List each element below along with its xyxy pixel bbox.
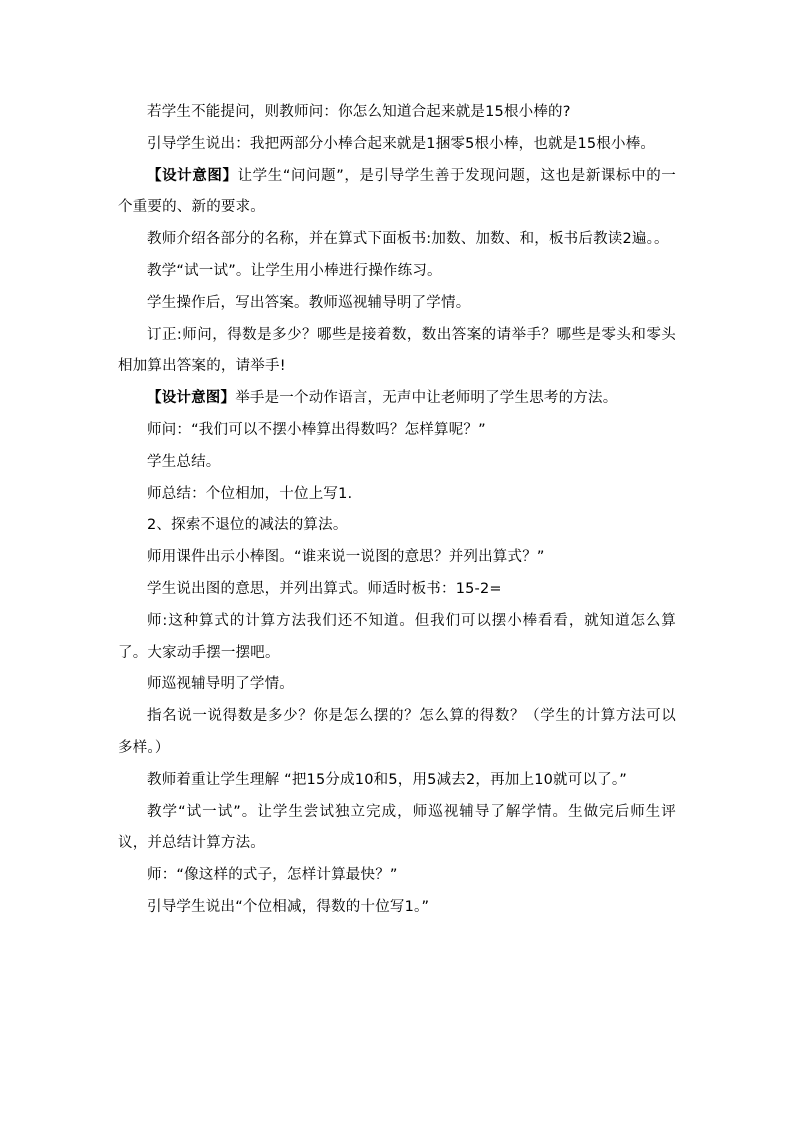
paragraph-text: 学生总结。 <box>147 453 221 470</box>
paragraph <box>118 797 676 861</box>
paragraph <box>118 606 676 670</box>
paragraph <box>118 479 676 511</box>
paragraph <box>118 256 676 288</box>
paragraph-text: 教师着重让学生理解 “把15分成10和5，用5减去2，再加上10就可以了。” <box>147 771 628 788</box>
paragraph-text: 师用课件出示小棒图。“谁来说一说图的意思？并列出算式？” <box>147 549 545 566</box>
paragraph <box>118 224 676 256</box>
paragraph-text: 订正:师问，得数是多少？哪些是接着数，数出答案的请举手？哪些是零头和零头相加算出答案的，请举手! <box>118 326 676 375</box>
paragraph-text: 若学生不能提问，则教师问：你怎么知道合起来就是15根小棒的? <box>147 104 571 120</box>
paragraph-text: 师:这种算式的计算方法我们还不知道。但我们可以摆小棒看看，就知道怎么算了。大家动手摆一摆吧。 <box>118 612 676 661</box>
paragraph-text: 学生操作后，写出答案。教师巡视辅导明了学情。 <box>147 294 471 311</box>
paragraph-text: 师：“像这样的式子，怎样计算最快？” <box>147 867 398 884</box>
paragraph-text: 师问：“我们可以不摆小棒算出得数吗？怎样算呢？” <box>147 421 486 438</box>
paragraph-text: 学生说出图的意思，并列出算式。师适时板书：15-2= <box>147 580 502 597</box>
paragraph-text: 教学“试一试”。让学生用小棒进行操作练习。 <box>147 262 442 279</box>
paragraph <box>118 860 676 892</box>
paragraph <box>118 447 676 479</box>
design-intent-tag: 【设计意图】 <box>147 390 236 407</box>
paragraph <box>118 542 676 574</box>
paragraph-text: 教学“试一试”。让学生尝试独立完成，师巡视辅导了解学情。生做完后师生评议，并总结计算方法。 <box>118 803 676 852</box>
paragraph-text: 举手是一个动作语言，无声中让老师明了学生思考的方法。 <box>235 390 618 407</box>
design-intent-paragraph <box>118 383 676 415</box>
paragraph <box>118 320 676 384</box>
paragraph <box>118 129 676 161</box>
paragraph-text: 指名说一说得数是多少？你是怎么摆的？怎么算的得数？（学生的计算方法可以多样。） <box>118 708 676 756</box>
paragraph-text: 师总结：个位相加，十位上写1. <box>147 485 353 502</box>
section-heading <box>118 510 676 542</box>
paragraph <box>118 765 676 797</box>
paragraph-text: 2、探索不退位的减法的算法。 <box>147 517 348 534</box>
paragraph <box>118 669 676 701</box>
paragraph-text: 师巡视辅导明了学情。 <box>147 676 294 693</box>
paragraph-text: 让学生“问问题”，是引导学生善于发现问题，这也是新课标中的一个重要的、新的要求。 <box>118 167 676 216</box>
paragraph <box>118 288 676 320</box>
paragraph <box>118 97 676 129</box>
paragraph <box>118 701 676 765</box>
design-intent-tag: 【设计意图】 <box>147 167 238 184</box>
paragraph <box>118 892 676 924</box>
paragraph <box>118 415 676 447</box>
document-body <box>118 97 676 924</box>
paragraph-text: 教师介绍各部分的名称，并在算式下面板书:加数、加数、和，板书后教读2遍。。 <box>147 231 669 248</box>
paragraph-text: 引导学生说出：我把两部分小棒合起来就是1捆零5根小棒，也就是15根小棒。 <box>147 135 656 152</box>
paragraph <box>118 574 676 606</box>
paragraph-text: 引导学生说出“个位相减，得数的十位写1。” <box>147 898 430 915</box>
design-intent-paragraph <box>118 161 676 225</box>
